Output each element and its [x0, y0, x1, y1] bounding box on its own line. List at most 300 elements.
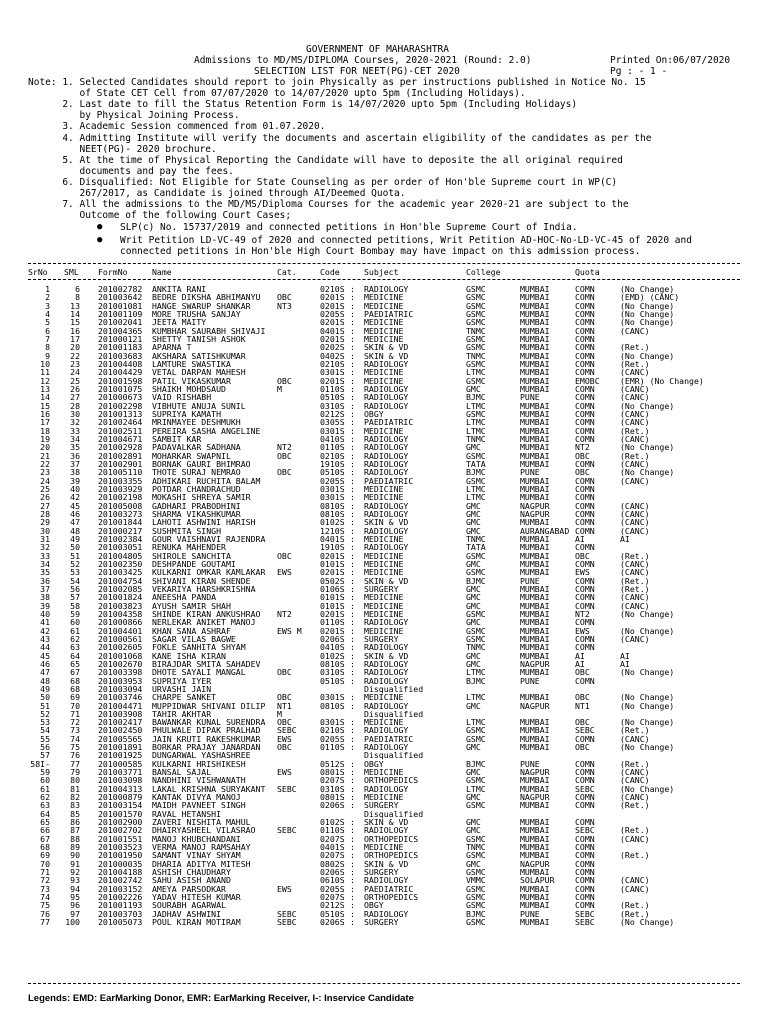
college-cell: GMC — [466, 583, 481, 594]
quota-cell: AI — [575, 658, 585, 669]
srno-cell: 71 — [40, 867, 50, 878]
subject-cell: RADIOLOGY — [364, 908, 409, 919]
code-separator: : — [350, 483, 355, 494]
status-cell: (Ret.) — [620, 800, 650, 811]
srno-cell: 47 — [40, 667, 50, 678]
formno-cell: 201004313 — [98, 783, 143, 794]
sml-cell: 74 — [70, 733, 80, 744]
code-cell: 0301S — [320, 717, 345, 728]
code-separator: : — [350, 550, 355, 561]
city-cell: MUMBAI — [520, 450, 550, 461]
subject-cell: OBGY — [364, 900, 384, 911]
formno-cell: 201003425 — [98, 567, 143, 578]
formno-cell: 201002742 — [98, 875, 143, 886]
note-line: 2. Last date to fill the Status Retention Form is 14/07/2020 upto 5pm (Including Holidays) — [28, 99, 578, 111]
srno-cell: 43 — [40, 633, 50, 644]
quota-cell: SEBC — [575, 908, 595, 919]
name-cell: ZAVERI NISHITA MAHUL — [152, 817, 251, 828]
college-cell: GSMC — [466, 892, 486, 903]
srno-cell: 56 — [40, 742, 50, 753]
category-cell: OBC — [277, 375, 292, 386]
subject-cell: OBGY — [364, 408, 384, 419]
srno-cell: 74 — [40, 892, 50, 903]
code-separator: : — [350, 650, 355, 661]
city-cell: PUNE — [520, 908, 540, 919]
name-cell: AKSHARA SATISHKUMAR — [152, 350, 246, 361]
college-cell: GMC — [466, 858, 481, 869]
quota-cell: AI — [575, 650, 585, 661]
status-cell: (Ret.) — [620, 908, 650, 919]
city-cell: MUMBAI — [520, 308, 550, 319]
city-cell: MUMBAI — [520, 592, 550, 603]
formno-cell: 201004471 — [98, 700, 143, 711]
subject-cell: MEDICINE — [364, 483, 404, 494]
city-cell: MUMBAI — [520, 725, 550, 736]
sml-cell: 71 — [70, 708, 80, 719]
name-cell: VERMA MANOJ RAMSAHAY — [152, 842, 251, 853]
code-separator: : — [350, 500, 355, 511]
city-cell: MUMBAI — [520, 717, 550, 728]
document-subtitle: SELECTION LIST FOR NEET(PG)-CET 2020 — [254, 66, 460, 77]
category-cell: NT1 — [277, 700, 292, 711]
subject-cell: RADIOLOGY — [364, 358, 409, 369]
city-cell: MUMBAI — [520, 517, 550, 528]
code-cell: 1910S — [320, 458, 345, 469]
printed-date: Printed On:06/07/2020 — [610, 55, 731, 66]
formno-cell: 201005110 — [98, 467, 143, 478]
category-cell: OBC — [277, 292, 292, 303]
code-separator: : — [350, 425, 355, 436]
college-cell: GSMC — [466, 850, 486, 861]
name-cell: SAMBIT KAR — [152, 433, 202, 444]
subject-cell: MEDICINE — [364, 550, 404, 561]
srno-cell: 7 — [45, 333, 50, 344]
srno-cell: 52 — [40, 708, 50, 719]
column-header: SrNo — [28, 267, 48, 277]
quota-cell: COMN — [575, 333, 595, 344]
formno-cell: 201001570 — [98, 808, 143, 819]
status-cell: (CANC) — [620, 458, 650, 469]
disqualified-label: Disqualified — [364, 808, 424, 819]
code-separator: : — [350, 284, 355, 294]
formno-cell: 201001925 — [98, 750, 143, 761]
quota-cell: EMOBC — [575, 375, 600, 386]
subject-cell: MEDICINE — [364, 317, 404, 328]
formno-cell: 201004805 — [98, 550, 143, 561]
code-separator: : — [350, 633, 355, 644]
code-separator: : — [350, 625, 355, 636]
code-separator: : — [350, 783, 355, 794]
code-separator: : — [350, 467, 355, 478]
sml-cell: 58 — [70, 600, 80, 611]
code-separator: : — [350, 667, 355, 678]
code-cell: 0206S — [320, 917, 345, 928]
subject-cell: MEDICINE — [364, 492, 404, 503]
code-separator: : — [350, 917, 355, 928]
quota-cell: OBC — [575, 742, 590, 753]
city-cell: MUMBAI — [520, 733, 550, 744]
subject-cell: RADIOLOGY — [364, 400, 409, 411]
subject-cell: RADIOLOGY — [364, 433, 409, 444]
quota-cell: COMN — [575, 417, 595, 428]
status-cell: AI — [620, 533, 630, 544]
status-cell: (Ret.) — [620, 425, 650, 436]
code-cell: 1210S — [320, 525, 345, 536]
srno-cell: 73 — [40, 883, 50, 894]
sml-cell: 42 — [70, 492, 80, 503]
college-cell: TNMC — [466, 533, 486, 544]
srno-cell: 13 — [40, 383, 50, 394]
code-cell: 0205S — [320, 475, 345, 486]
code-cell: 0301S — [320, 492, 345, 503]
subject-cell: RADIOLOGY — [364, 467, 409, 478]
subject-cell: RADIOLOGY — [364, 392, 409, 403]
college-cell: TNMC — [466, 433, 486, 444]
code-separator: : — [350, 358, 355, 369]
srno-cell: 57 — [40, 750, 50, 761]
code-separator: : — [350, 558, 355, 569]
formno-cell: 201001598 — [98, 375, 143, 386]
formno-cell: 201003098 — [98, 775, 143, 786]
formno-cell: 201002605 — [98, 642, 143, 653]
college-cell: GSMC — [466, 375, 486, 386]
formno-cell: 201003154 — [98, 800, 143, 811]
column-header: FormNo — [98, 267, 128, 277]
sml-cell: 45 — [70, 500, 80, 511]
code-separator: : — [350, 450, 355, 461]
name-cell: MANOJ KHUBCHANDANI — [152, 833, 241, 844]
quota-cell: COMN — [575, 317, 595, 328]
quota-cell: COMN — [575, 558, 595, 569]
category-cell: OBC — [277, 467, 292, 478]
code-cell: 0810S — [320, 508, 345, 519]
city-cell: NAGPUR — [520, 658, 550, 669]
srno-cell: 66 — [40, 825, 50, 836]
status-cell: (CANC) — [620, 592, 650, 603]
subject-cell: SKIN & VD — [364, 350, 409, 361]
sml-cell: 30 — [70, 408, 80, 419]
college-cell: TATA — [466, 542, 486, 553]
city-cell: MUMBAI — [520, 642, 550, 653]
name-cell: MOHARKAR SWAPNIL — [152, 450, 231, 461]
name-cell: GOUR VAISHNAVI RAJENDRA — [152, 533, 266, 544]
subject-cell: MEDICINE — [364, 600, 404, 611]
college-cell: GSMC — [466, 883, 486, 894]
srno-cell: 35 — [40, 567, 50, 578]
city-cell: MUMBAI — [520, 825, 550, 836]
formno-cell: 201000121 — [98, 333, 143, 344]
sml-cell: 83 — [70, 800, 80, 811]
sml-cell: 75 — [70, 742, 80, 753]
sml-cell: 94 — [70, 883, 80, 894]
sml-cell: 93 — [70, 875, 80, 886]
code-separator: : — [350, 417, 355, 428]
name-cell: JADHAV ASHWINI — [152, 908, 222, 919]
sml-cell: 47 — [70, 517, 80, 528]
college-cell: BJMC — [466, 908, 486, 919]
sml-cell: 15 — [70, 317, 80, 328]
name-cell: VETAL DARPAN MAHESH — [152, 367, 246, 378]
city-cell: MUMBAI — [520, 325, 550, 336]
sml-cell: 52 — [70, 558, 80, 569]
college-cell: BJMC — [466, 392, 486, 403]
srno-cell: 75 — [40, 900, 50, 911]
quota-cell: COMN — [575, 842, 595, 853]
name-cell: SHARMA VIKASHKUMAR — [152, 508, 241, 519]
quota-cell: OBC — [575, 550, 590, 561]
sml-cell: 25 — [70, 375, 80, 386]
name-cell: MOKASHI SHREYA SAMIR — [152, 492, 251, 503]
code-separator: : — [350, 608, 355, 619]
city-cell: MUMBAI — [520, 442, 550, 453]
sml-cell: 88 — [70, 833, 80, 844]
category-cell: M — [277, 708, 282, 719]
name-cell: HANGE SWARUP SHANKAR — [152, 300, 251, 311]
subject-cell: ORTHOPEDICS — [364, 775, 419, 786]
disqualified-label: Disqualified — [364, 683, 424, 694]
name-cell: SHAIKH MOHDSAUD — [152, 383, 226, 394]
status-cell: (Ret.) — [620, 358, 650, 369]
name-cell: URVASHI JAIN — [152, 683, 212, 694]
name-cell: SHIROLE SANCHITA — [152, 550, 231, 561]
name-cell: BANSAL SAJAL — [152, 767, 212, 778]
name-cell: ASHISH CHAUDHARY — [152, 867, 231, 878]
college-cell: TNMC — [466, 642, 486, 653]
sml-cell: 89 — [70, 842, 80, 853]
sml-cell: 67 — [70, 667, 80, 678]
category-cell: M — [277, 383, 282, 394]
subject-cell: RADIOLOGY — [364, 700, 409, 711]
name-cell: LAHOTI ASHWINI HARISH — [152, 517, 256, 528]
formno-cell: 201003094 — [98, 683, 143, 694]
name-cell: VEKARIYA HARSHKRISHNA — [152, 583, 256, 594]
sml-cell: 82 — [70, 792, 80, 803]
code-cell: 0502S — [320, 575, 345, 586]
subject-cell: RADIOLOGY — [364, 525, 409, 536]
code-separator: : — [350, 308, 355, 319]
city-cell: SOLAPUR — [520, 875, 555, 886]
formno-cell: 201001081 — [98, 300, 143, 311]
name-cell: BORNAK GAURI BHIMRAO — [152, 458, 251, 469]
college-cell: GMC — [466, 525, 481, 536]
quota-cell: OBC — [575, 692, 590, 703]
subject-cell: MEDICINE — [364, 425, 404, 436]
srno-cell: 24 — [40, 475, 50, 486]
quota-cell: COMN — [575, 675, 595, 686]
code-separator: : — [350, 433, 355, 444]
code-separator: : — [350, 317, 355, 328]
name-cell: SHIVANI KIRAN SHENDE — [152, 575, 251, 586]
note-line: NEET(PG)- 2020 brochure. — [28, 143, 217, 155]
name-cell: DESHPANDE GOUTAMI — [152, 558, 236, 569]
subject-cell: SKIN & VD — [364, 817, 409, 828]
college-cell: GMC — [466, 767, 481, 778]
college-cell: GMC — [466, 592, 481, 603]
code-cell: 0510S — [320, 392, 345, 403]
college-cell: GMC — [466, 700, 481, 711]
college-cell: LTMC — [466, 483, 486, 494]
college-cell: GMC — [466, 792, 481, 803]
name-cell: LAKAL KRISHNA SURYAKANT — [152, 783, 266, 794]
category-cell: SEBC — [277, 825, 297, 836]
formno-cell: 201005073 — [98, 917, 143, 928]
status-cell: (CANC) — [620, 433, 650, 444]
subject-cell: ORTHOPEDICS — [364, 850, 419, 861]
name-cell: BORKAR PRAJAY JANARDAN — [152, 742, 261, 753]
sml-cell: 57 — [70, 592, 80, 603]
college-cell: GSMC — [466, 775, 486, 786]
name-cell: AMEYA PARSODKAR — [152, 883, 226, 894]
name-cell: SUPRIYA IYER — [152, 675, 212, 686]
srno-cell: 25 — [40, 483, 50, 494]
column-header: Name — [152, 267, 172, 277]
formno-cell: 201004671 — [98, 433, 143, 444]
quota-cell: COMN — [575, 392, 595, 403]
code-cell: 0101S — [320, 558, 345, 569]
sml-cell: 68 — [70, 675, 80, 686]
subject-cell: SURGERY — [364, 800, 399, 811]
code-cell: 0310S — [320, 783, 345, 794]
srno-cell: 63 — [40, 800, 50, 811]
formno-cell: 201002226 — [98, 892, 143, 903]
quota-cell: COMN — [575, 583, 595, 594]
code-cell: 0207S — [320, 850, 345, 861]
college-cell: GSMC — [466, 342, 486, 353]
code-cell: 0206S — [320, 633, 345, 644]
college-cell: GMC — [466, 600, 481, 611]
formno-cell: 201003355 — [98, 475, 143, 486]
name-cell: SUSHMITA SINGH — [152, 525, 222, 536]
quota-cell: COMN — [575, 508, 595, 519]
status-cell: (No Change) — [620, 692, 675, 703]
code-cell: 0201S — [320, 608, 345, 619]
category-cell: NT2 — [277, 608, 292, 619]
college-cell: GSMC — [466, 633, 486, 644]
subject-cell: PAEDIATRIC — [364, 475, 414, 486]
quota-cell: COMN — [575, 800, 595, 811]
quota-cell: COMN — [575, 792, 595, 803]
srno-cell: 46 — [40, 658, 50, 669]
name-cell: FOKLE SANHITA SHYAM — [152, 642, 246, 653]
code-cell: 0110S — [320, 617, 345, 628]
quota-cell: COMN — [575, 592, 595, 603]
college-cell: GSMC — [466, 333, 486, 344]
subject-cell: RADIOLOGY — [364, 542, 409, 553]
code-cell: 0102S — [320, 817, 345, 828]
subject-cell: RADIOLOGY — [364, 442, 409, 453]
code-separator: : — [350, 525, 355, 536]
subject-cell: RADIOLOGY — [364, 500, 409, 511]
srno-cell: 53 — [40, 717, 50, 728]
college-cell: LTMC — [466, 717, 486, 728]
code-cell: 0210S — [320, 358, 345, 369]
formno-cell: 201003929 — [98, 483, 143, 494]
formno-cell: 201004429 — [98, 367, 143, 378]
city-cell: MUMBAI — [520, 917, 550, 928]
status-cell: (CANC) — [620, 508, 650, 519]
subject-cell: MEDICINE — [364, 625, 404, 636]
sml-cell: 40 — [70, 483, 80, 494]
city-cell: MUMBAI — [520, 383, 550, 394]
status-cell: (CANC) — [620, 567, 650, 578]
code-separator: : — [350, 517, 355, 528]
code-cell: 0810S — [320, 658, 345, 669]
quota-cell: SEBC — [575, 783, 595, 794]
quota-cell: COMN — [575, 367, 595, 378]
category-cell: NT2 — [277, 442, 292, 453]
quota-cell: COMN — [575, 308, 595, 319]
city-cell: MUMBAI — [520, 742, 550, 753]
code-separator: : — [350, 567, 355, 578]
sml-cell: 39 — [70, 475, 80, 486]
category-cell: EWS — [277, 733, 292, 744]
note-line: 4. Admitting Institute will verify the documents and ascertain eligibility of the candidates as per the — [28, 132, 652, 144]
name-cell: JAIN KRUTI RAKESHKUMAR — [152, 733, 261, 744]
status-cell: (EMR) (No Change) — [620, 375, 704, 386]
name-cell: KANTAK DIVYA MANOJ — [152, 792, 241, 803]
code-cell: 0201S — [320, 550, 345, 561]
code-separator: : — [350, 742, 355, 753]
college-cell: GMC — [466, 650, 481, 661]
quota-cell: COMN — [575, 892, 595, 903]
formno-cell: 201004401 — [98, 625, 143, 636]
status-cell: (No Change) — [620, 400, 675, 411]
subject-cell: MEDICINE — [364, 717, 404, 728]
quota-cell: COMN — [575, 767, 595, 778]
org-title: GOVERNMENT OF MAHARASHTRA — [306, 44, 449, 55]
sml-cell: 13 — [70, 300, 80, 311]
college-cell: BJMC — [466, 467, 486, 478]
code-cell: 0202S — [320, 342, 345, 353]
formno-cell: 201001313 — [98, 408, 143, 419]
code-separator: : — [350, 600, 355, 611]
srno-cell: 33 — [40, 550, 50, 561]
code-separator: : — [350, 817, 355, 828]
code-separator: : — [350, 375, 355, 386]
srno-cell: 41 — [40, 617, 50, 628]
sml-cell: 77 — [70, 758, 80, 769]
category-cell: OBC — [277, 450, 292, 461]
sml-cell: 68 — [70, 683, 80, 694]
column-header: Cat. — [277, 267, 297, 277]
sml-cell: 14 — [70, 308, 80, 319]
legend-text: Legends: EMD: EarMarking Donor, EMR: EarMarking Receiver, I-: Inservice Candidate — [28, 993, 414, 1004]
name-cell: PADAVALKAR SADHANA — [152, 442, 241, 453]
code-cell: 0207S — [320, 833, 345, 844]
note-line: documents and pay the fees. — [28, 165, 234, 177]
sml-cell: 17 — [70, 333, 80, 344]
code-separator: : — [350, 758, 355, 769]
quota-cell: AI — [575, 533, 585, 544]
formno-cell: 201001551 — [98, 833, 143, 844]
formno-cell: 201001844 — [98, 517, 143, 528]
srno-cell: 32 — [40, 542, 50, 553]
subject-cell: SURGERY — [364, 917, 399, 928]
formno-cell: 201001891 — [98, 742, 143, 753]
subject-cell: SURGERY — [364, 583, 399, 594]
srno-cell: 69 — [40, 850, 50, 861]
college-cell: GMC — [466, 658, 481, 669]
sml-cell: 91 — [70, 858, 80, 869]
code-separator: : — [350, 825, 355, 836]
college-cell: GSMC — [466, 833, 486, 844]
college-cell: GMC — [466, 442, 481, 453]
city-cell: MUMBAI — [520, 342, 550, 353]
name-cell: PATIL VIKASKUMAR — [152, 375, 231, 386]
srno-cell: 15 — [40, 400, 50, 411]
note-line: 267/2017, as Candidate is joined through AI/Deemed Quota. — [28, 188, 406, 199]
formno-cell: 201003523 — [98, 842, 143, 853]
